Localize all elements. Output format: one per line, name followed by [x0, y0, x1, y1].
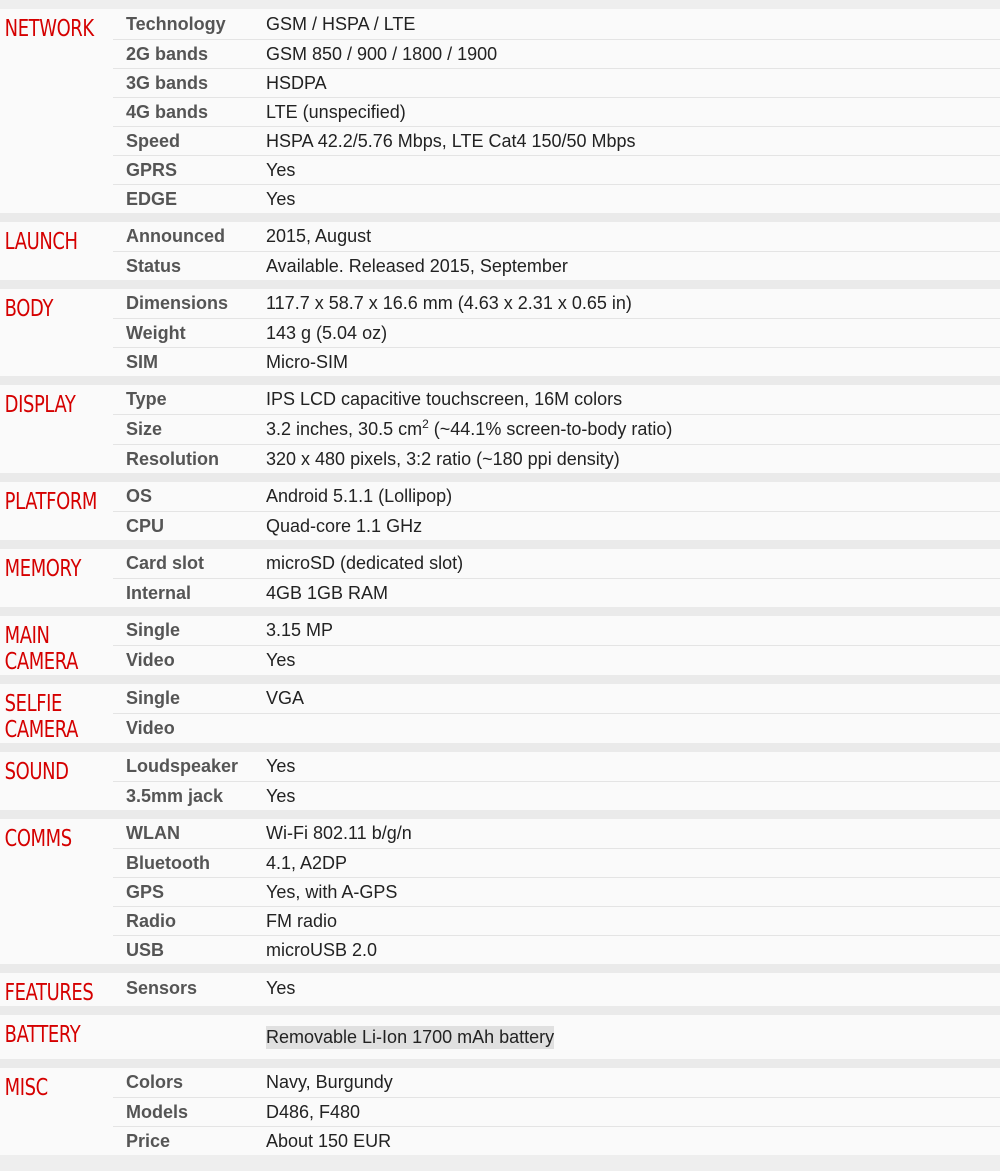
section-misc: [0, 1068, 1000, 1155]
spec-label[interactable]: EDGE: [126, 188, 178, 209]
spec-value: Android 5.1.1 (Lollipop): [266, 486, 453, 506]
spec-value: GSM / HSPA / LTE: [266, 13, 416, 34]
spec-value: 2015, August: [266, 226, 372, 246]
spec-row-models: [113, 1097, 1000, 1126]
category-features[interactable]: FEATURES: [4, 980, 94, 1006]
section-memory: [0, 549, 1000, 616]
spec-label[interactable]: Speed: [126, 130, 181, 151]
spec-row-3g-bands: [113, 68, 1000, 97]
section-body: [0, 289, 1000, 385]
category-display[interactable]: DISPLAY: [4, 392, 76, 418]
section-launch: [0, 222, 1000, 289]
spec-label[interactable]: WLAN: [126, 823, 180, 843]
section-network: [0, 9, 1000, 222]
spec-row-battery: [113, 1015, 1000, 1059]
spec-label[interactable]: Colors: [126, 1072, 184, 1092]
spec-label[interactable]: Sensors: [126, 977, 198, 998]
spec-sheet: [0, 9, 1000, 1155]
spec-value-battery: Removable Li-Ion 1700 mAh battery: [266, 1026, 555, 1047]
spec-label[interactable]: SIM: [126, 351, 159, 372]
spec-label[interactable]: Radio: [126, 910, 177, 931]
category-battery[interactable]: BATTERY: [4, 1022, 81, 1048]
spec-value: Yes: [266, 159, 296, 180]
size-value-ratio: (~44.1% screen-to-body ratio): [428, 419, 673, 439]
spec-row-2g-bands: [113, 39, 1000, 68]
spec-value: LTE (unspecified): [266, 101, 406, 122]
spec-row-sim: [113, 347, 1000, 376]
spec-row-display-size: [113, 414, 1000, 444]
section-sound: [0, 752, 1000, 819]
spec-row-cpu: [113, 511, 1000, 540]
spec-value: 3.15 MP: [266, 620, 334, 640]
spec-value: Micro-SIM: [266, 351, 348, 372]
spec-row-dimensions: [113, 289, 1000, 318]
spec-label[interactable]: 4G bands: [126, 101, 209, 122]
spec-value: HSDPA: [266, 72, 327, 93]
spec-label[interactable]: 2G bands: [126, 43, 209, 64]
spec-value: GSM 850 / 900 / 1800 / 1900: [266, 43, 498, 64]
spec-value: Yes: [266, 756, 296, 776]
spec-value: Quad-core 1.1 GHz: [266, 515, 423, 536]
spec-value: Yes: [266, 977, 296, 998]
spec-label[interactable]: Internal: [126, 582, 192, 603]
spec-row-jack: [113, 781, 1000, 810]
spec-value: Yes: [266, 188, 296, 209]
section-platform: [0, 482, 1000, 549]
spec-label[interactable]: OS: [126, 486, 153, 506]
section-selfie-camera: [0, 684, 1000, 752]
section-features: [0, 973, 1000, 1015]
section-main-camera: [0, 616, 1000, 684]
spec-row-resolution: [113, 444, 1000, 473]
spec-value: Navy, Burgundy: [266, 1072, 393, 1092]
spec-row-gps: [113, 877, 1000, 906]
spec-label[interactable]: Announced: [126, 226, 225, 246]
section-battery: [0, 1015, 1000, 1068]
spec-value: 143 g (5.04 oz): [266, 322, 388, 343]
category-launch[interactable]: LAUNCH: [4, 229, 78, 255]
spec-value: microSD (dedicated slot): [266, 553, 464, 573]
spec-row-selfie-single: [113, 684, 1000, 713]
spec-label[interactable]: Type: [126, 389, 167, 409]
spec-row-gprs: [113, 155, 1000, 184]
spec-label[interactable]: Dimensions: [126, 293, 229, 313]
spec-value: VGA: [266, 688, 305, 708]
spec-row-technology: [113, 9, 1000, 39]
spec-row-sensors: [113, 973, 1000, 1003]
spec-label[interactable]: Models: [126, 1101, 189, 1122]
spec-label[interactable]: Technology: [126, 13, 226, 34]
spec-value: [266, 419, 1000, 440]
spec-row-wlan: [113, 819, 1000, 848]
spec-label[interactable]: USB: [126, 939, 165, 960]
spec-value: HSPA 42.2/5.76 Mbps, LTE Cat4 150/50 Mbps: [266, 130, 636, 151]
spec-label[interactable]: CPU: [126, 515, 165, 536]
spec-label[interactable]: GPS: [126, 881, 165, 902]
spec-label[interactable]: Resolution: [126, 448, 219, 469]
spec-row-main-camera-single: [113, 616, 1000, 645]
spec-row-radio: [113, 906, 1000, 935]
spec-value: IPS LCD capacitive touchscreen, 16M colors: [266, 389, 623, 409]
category-selfie-camera[interactable]: SELFIE CAMERA: [4, 691, 78, 743]
spec-row-loudspeaker: [113, 752, 1000, 781]
size-value-main: 3.2 inches, 30.5 cm: [266, 419, 423, 439]
spec-row-internal: [113, 578, 1000, 607]
spec-row-weight: [113, 318, 1000, 347]
spec-value: Yes: [266, 785, 296, 806]
spec-row-os: [113, 482, 1000, 511]
spec-row-speed: [113, 126, 1000, 155]
spec-row-card-slot: [113, 549, 1000, 578]
spec-value: About 150 EUR: [266, 1130, 392, 1151]
size-value-superscript: 2: [422, 417, 429, 431]
spec-value: FM radio: [266, 910, 338, 931]
spec-label[interactable]: Loudspeaker: [126, 756, 239, 776]
spec-label[interactable]: Single: [126, 688, 181, 708]
spec-label[interactable]: 3G bands: [126, 72, 209, 93]
category-network[interactable]: NETWORK: [4, 16, 94, 42]
spec-row-usb: [113, 935, 1000, 964]
spec-label[interactable]: 3.5mm jack: [126, 785, 224, 806]
category-platform[interactable]: PLATFORM: [4, 489, 98, 515]
spec-row-selfie-video: [113, 713, 1000, 742]
spec-value: 117.7 x 58.7 x 16.6 mm (4.63 x 2.31 x 0.65 in): [266, 293, 632, 313]
spec-row-display-type: [113, 385, 1000, 414]
spec-value: 4GB 1GB RAM: [266, 582, 389, 603]
spec-row-main-camera-video: [113, 645, 1000, 674]
category-memory[interactable]: MEMORY: [4, 556, 82, 582]
spec-row-bluetooth: [113, 848, 1000, 877]
spec-row-status: [113, 251, 1000, 280]
spec-label[interactable]: Video: [126, 649, 175, 670]
spec-value: Yes: [266, 649, 296, 670]
section-display: [0, 385, 1000, 482]
category-comms[interactable]: COMMS: [4, 826, 72, 852]
spec-label[interactable]: Card slot: [126, 553, 205, 573]
spec-value: microUSB 2.0: [266, 939, 378, 960]
section-comms: [0, 819, 1000, 973]
category-body[interactable]: BODY: [4, 296, 54, 322]
spec-label[interactable]: Bluetooth: [126, 852, 210, 873]
spec-label[interactable]: Video: [126, 717, 175, 738]
category-misc[interactable]: MISC: [4, 1075, 48, 1101]
spec-row-colors: [113, 1068, 1000, 1097]
spec-value: 320 x 480 pixels, 3:2 ratio (~180 ppi density): [266, 448, 620, 469]
spec-row-4g-bands: [113, 97, 1000, 126]
spec-value: Available. Released 2015, September: [266, 255, 568, 276]
spec-label[interactable]: Status: [126, 255, 182, 276]
spec-label[interactable]: Size: [126, 419, 163, 439]
spec-value: Wi-Fi 802.11 b/g/n: [266, 823, 412, 843]
spec-value: Yes, with A-GPS: [266, 881, 398, 902]
category-sound[interactable]: SOUND: [4, 759, 69, 785]
spec-label[interactable]: Price: [126, 1130, 171, 1151]
spec-label[interactable]: GPRS: [126, 159, 178, 180]
spec-value: D486, F480: [266, 1101, 361, 1122]
spec-label[interactable]: Weight: [126, 322, 186, 343]
spec-label[interactable]: Single: [126, 620, 181, 640]
spec-row-edge: [113, 184, 1000, 213]
category-main-camera[interactable]: MAIN CAMERA: [4, 623, 78, 675]
spec-value: 4.1, A2DP: [266, 852, 348, 873]
spec-row-announced: [113, 222, 1000, 251]
spec-row-price: [113, 1126, 1000, 1155]
